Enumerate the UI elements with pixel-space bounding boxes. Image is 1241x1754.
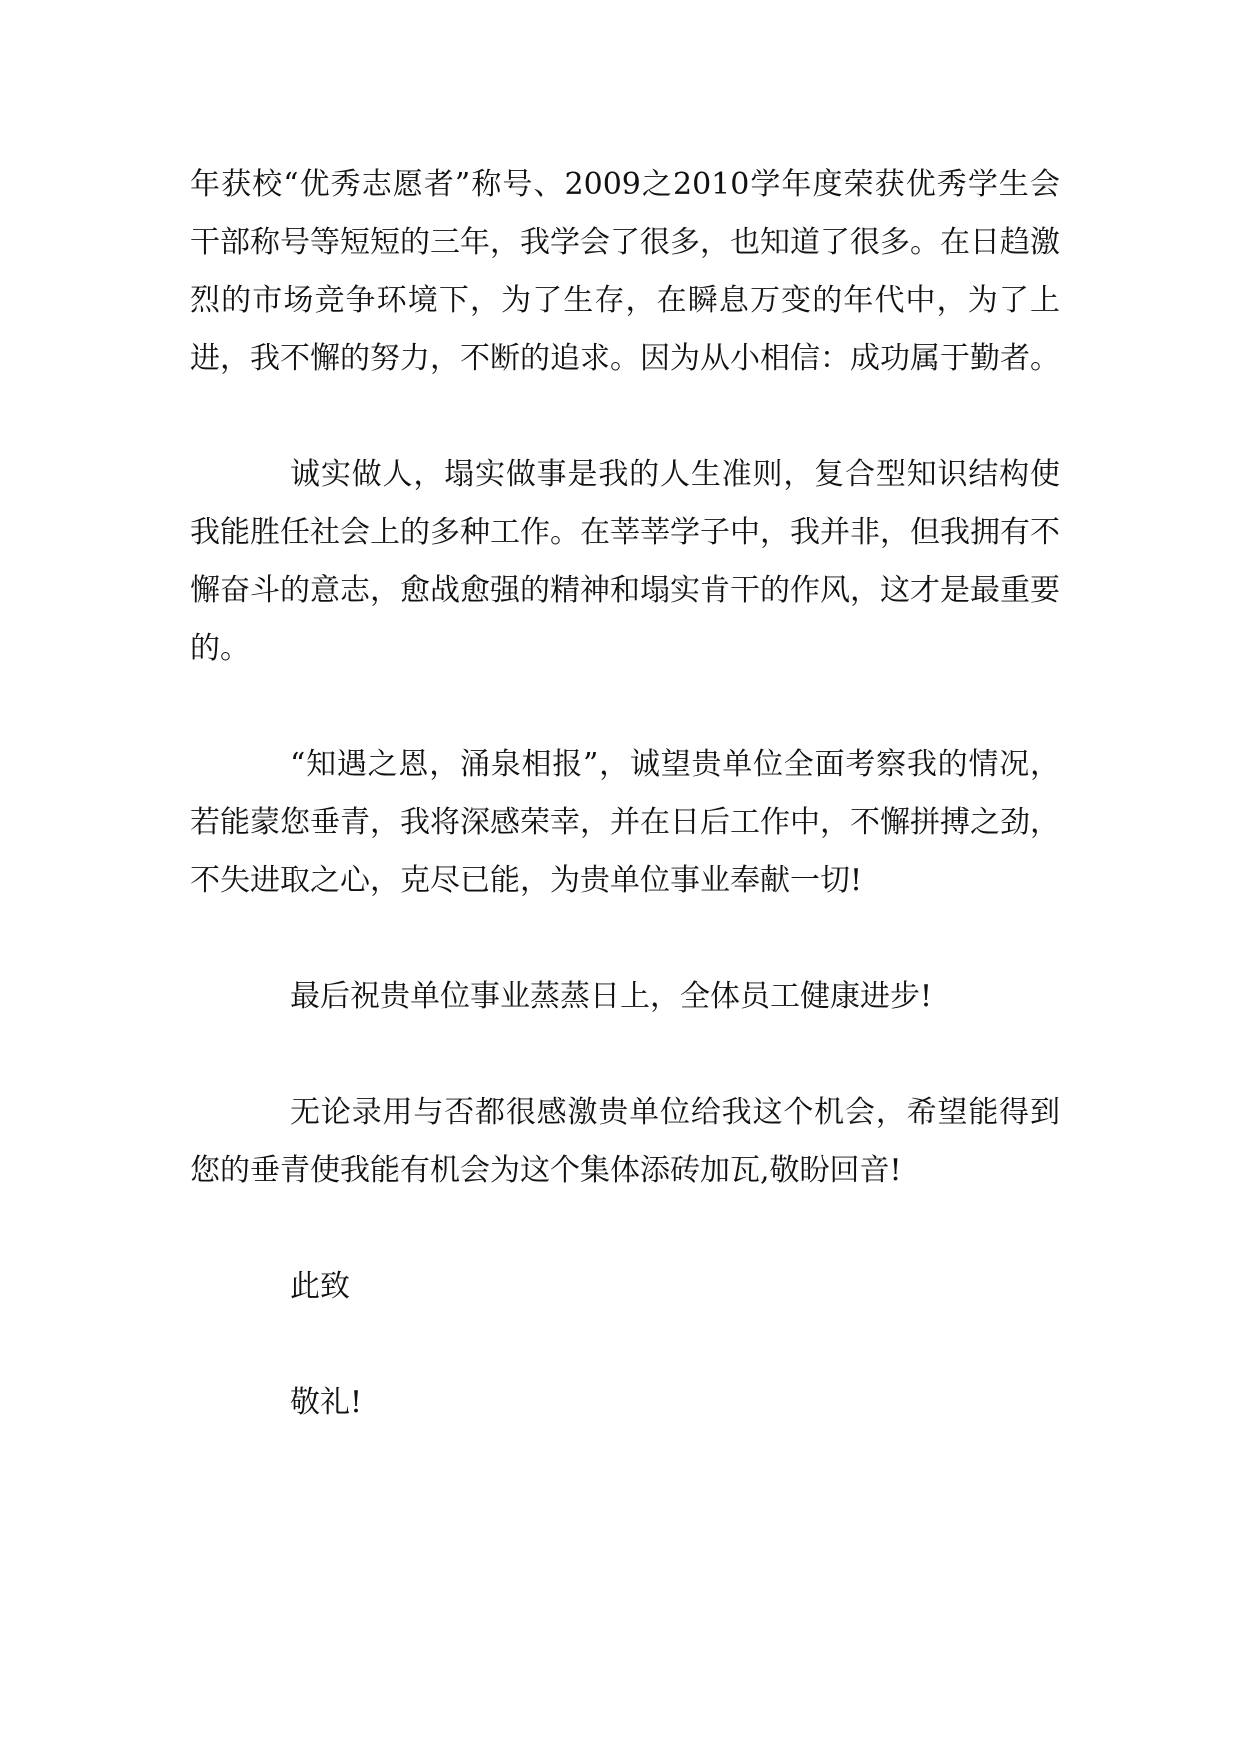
paragraph-character: 诚实做人，塌实做事是我的人生准则，复合型知识结构使我能胜任社会上的多种工作。在莘莘学子中，我并非，但我拥有不懈奋斗的意志，愈战愈强的精神和塌实肯干的作风，这才是最重要的。: [190, 457, 1060, 666]
paragraph-achievements: 年获校“优秀志愿者”称号、2009之2010学年度荣获优秀学生会干部称号等短短的三年，我学会了很多，也知道了很多。在日趋激烈的市场竞争环境下，为了生存，在瞬息万变的年代中，为了上进，我不懈的努力，不断的追求。因为从小相信：成功属于勤者。: [190, 167, 1060, 376]
paragraph-gratitude: 无论录用与否都很感激贵单位给我这个机会，希望能得到您的垂青使我能有机会为这个集体添砖加瓦,敬盼回音!: [190, 1095, 1060, 1188]
paragraph-wishes: 最后祝贵单位事业蒸蒸日上，全体员工健康进步!: [290, 979, 933, 1014]
closing-salutation: 此致: [290, 1269, 350, 1304]
paragraph-request: “知遇之恩，涌泉相报”，诚望贵单位全面考察我的情况，若能蒙您垂青，我将深感荣幸，并在日后工作中，不懈拼搏之劲，不失进取之心，克尽已能，为贵单位事业奉献一切!: [190, 747, 1060, 898]
closing-regards: 敬礼!: [290, 1385, 363, 1420]
letter-body: [190, 156, 1060, 1490]
